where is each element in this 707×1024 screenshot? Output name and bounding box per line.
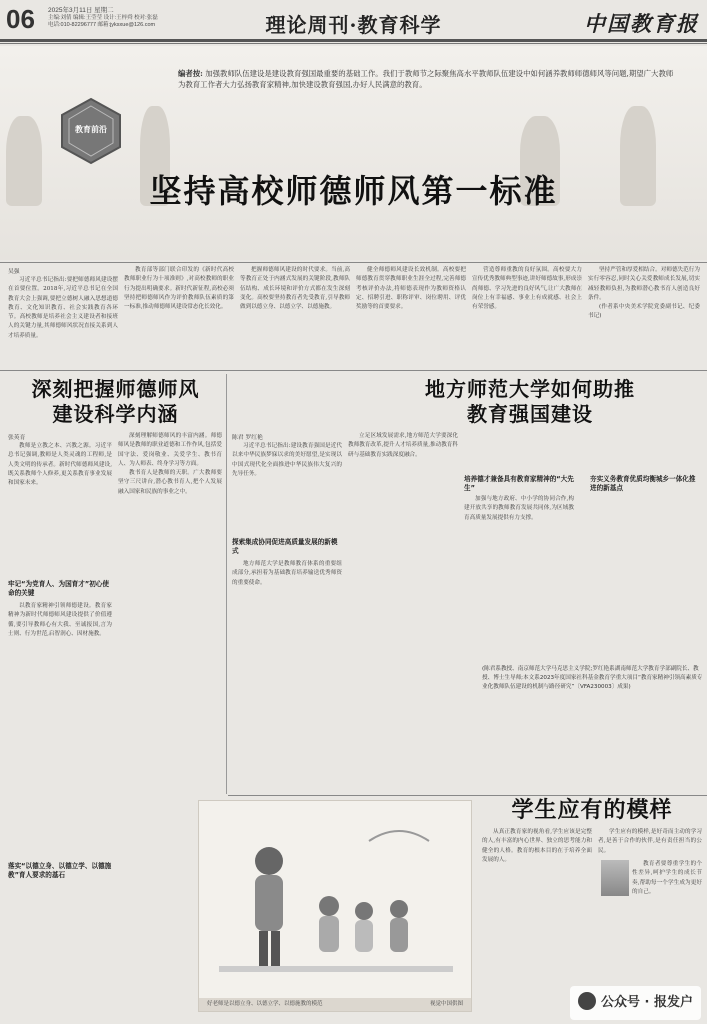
article1-column bbox=[472, 266, 582, 366]
paragraph: 把握师德师风建设的时代要求。当前,高等教育正处于内涵式发展的关键阶段,教师队伍结构、成长环境和评价方式都在发生深刻变化。高校要坚持教育者先受教育,引导教师做到以德立身、以德立学、以德施教。 bbox=[240, 267, 350, 311]
article2-subheading: 牢记“为党育人、为国育才”初心使命的关键 bbox=[8, 580, 109, 597]
article2-column bbox=[8, 442, 112, 577]
article3-column bbox=[232, 442, 342, 534]
author-bio: (陈君系教授、南京师范大学马克思主义学院;罗红艳系湖南师范大学教育学部副院长、教授、博士生导师;本文系2023年度国家社科基金教育学重大项目“教育家精神引领高素质专业化教师队伍建设的机制与路径研究”〔VFA230003〕成果) bbox=[482, 666, 703, 690]
author-photo bbox=[601, 860, 629, 896]
divider bbox=[228, 795, 707, 796]
lead-headline: 坚持高校师德师风第一标准 bbox=[149, 172, 558, 210]
article4-column bbox=[482, 828, 592, 986]
article2-headline-line1: 深刻把握师德师风 bbox=[31, 377, 200, 401]
paragraph: 教书育人是教师的天职。广大教师要坚守三尺讲台,潜心教书育人,把个人发展融入国家和民族的事业之中。 bbox=[118, 470, 222, 495]
article4-headline: 学生应有的模样 bbox=[511, 797, 673, 823]
paragraph: 地方师范大学是教师教育体系的重要组成部分,承担着为基础教育培养输送优秀师资的重要使命。 bbox=[232, 561, 342, 586]
article3-author: 陈君 罗红艳 bbox=[232, 435, 263, 441]
article3-column bbox=[348, 432, 458, 790]
paragraph: 习近平总书记指出:要把师德师风建设摆在首要位置。2018年,习近平总书记在全国教育大会上强调,要把立德树人融入思想道德教育、文化知识教育、社会实践教育各环节。高校教师是培养社会主义建设者和接班人的关键力量,其师德师风状况直接关系到人才培养质量。 bbox=[8, 277, 118, 339]
paragraph: 深刻理解师德师风的丰富内涵。师德师风是教师的职业道德和工作作风,包括爱国守法、爱岗敬业、关爱学生、教书育人、为人师表、终身学习等方面。 bbox=[118, 433, 222, 467]
article3-headline-line1: 地方师范大学如何助推 bbox=[425, 377, 635, 401]
contact-line: 电话:010-82296777 邮箱:jyksxue@126.com bbox=[48, 22, 156, 28]
page-number: 06 bbox=[6, 4, 35, 34]
masthead-rule-thin bbox=[0, 43, 707, 44]
article1-column bbox=[8, 276, 118, 366]
paragraph: 习近平总书记指出:建设教育强国是近代以来中华民族梦寐以求的美好愿望,是实现以中国式现代化全面推进中华民族伟大复兴的先导任务。 bbox=[232, 443, 342, 477]
column-divider bbox=[226, 374, 227, 794]
article2-column bbox=[8, 602, 112, 852]
column-logo-label: 教育前沿 bbox=[75, 125, 107, 134]
paragraph: 以教育家精神引领师德建设。教育家精神为新时代师德师风建设提供了价值遵循,要引导教师心有大我、至诚报国,言为士则、行为世范,启智润心、因材施教。 bbox=[8, 603, 112, 637]
issue-date: 2025年3月11日 星期二 bbox=[48, 7, 114, 14]
article1-column bbox=[588, 266, 700, 366]
article2-author: 张英育 bbox=[8, 435, 26, 441]
article3-column bbox=[464, 495, 574, 660]
paragraph: 营造尊师重教的良好氛围。高校要大力宣传优秀教师典型事迹,讲好师德故事,形成崇尚师德、学习先进的良好风气,让广大教师在岗位上有幸福感、事业上有成就感、社会上有荣誉感。 bbox=[472, 267, 582, 311]
caption-text: 好老师是以德立身、以德立学、以德施教的模范 bbox=[207, 1001, 323, 1007]
article2-subheading: 落实“以德立身、以德立学、以德施教”育人要求的基石 bbox=[8, 862, 112, 879]
article3-subheading: 探索集成协同促进高质量发展的新模式 bbox=[232, 538, 338, 555]
article4-column bbox=[598, 828, 702, 858]
photo-credit: 视觉中国供图 bbox=[429, 1001, 463, 1007]
watermark-text: 公众号 · 报发户 bbox=[601, 995, 693, 1010]
article1-column bbox=[356, 266, 466, 366]
column-logo bbox=[56, 96, 126, 166]
divider bbox=[0, 370, 707, 371]
article4-column bbox=[632, 860, 702, 980]
article3-column bbox=[232, 560, 342, 790]
article1-author: 吴强 bbox=[8, 269, 20, 275]
article2-column bbox=[118, 432, 222, 672]
paragraph: (作者系中央美术学院党委副书记、纪委书记) bbox=[588, 304, 700, 320]
section-title: 理论周刊·教育科学 bbox=[265, 13, 442, 37]
editor-note-text: 加强教师队伍建设是建设教育强国最重要的基础工作。我们于教师节之际聚焦高水平教师队伍建设中如何涵养教师师德师风等问题,期望广大教师为教育工作者大力弘扬教育家精神,加快建设教育强国,办好人民满意的教育。 bbox=[178, 69, 674, 89]
wechat-icon bbox=[578, 992, 596, 1010]
article3-subheading: 夯实义务教育优质均衡城乡一体化推进的新基点 bbox=[590, 475, 696, 492]
article1-column bbox=[124, 266, 234, 366]
editor-note bbox=[178, 68, 678, 90]
paragraph: 健全师德师风建设长效机制。高校要把师德教育贯穿教师职业生涯全过程,完善师德考核评价办法,将师德表现作为教师资格认定、招聘引进、职称评审、岗位聘用、评优奖励等的首要要求。 bbox=[356, 267, 466, 311]
newspaper-logo: 中国教育报 bbox=[584, 11, 699, 36]
article1-column bbox=[240, 266, 350, 366]
editors-line: 主编:刘倩 编辑:王莹莹 设计:王梓舜 校对:张磊 bbox=[48, 14, 158, 21]
masthead bbox=[0, 0, 707, 42]
illustration bbox=[198, 800, 472, 1012]
paragraph: 立足区域发展需求,地方师范大学要深化教师教育改革,提升人才培养质量,推动教育科研与基础教育实践深度融合。 bbox=[348, 433, 458, 458]
article2-headline-line2: 建设科学内涵 bbox=[52, 402, 179, 426]
paragraph: 从真正教育家的视角看,学生应该是完整的人,有丰富的内心世界、独立的思考能力和健全的人格。教育的根本目的在于培养全面发展的人。 bbox=[482, 829, 592, 863]
illustration-caption bbox=[199, 998, 471, 1011]
paragraph: 教育部等部门联合印发的《新时代高校教师职业行为十项准则》,对高校教师的职业行为提出明确要求。新时代新征程,高校必须坚持把师德师风作为评价教师队伍素质的第一标准,推动师德师风建设常态化长效化。 bbox=[124, 267, 234, 311]
article2-headline bbox=[8, 377, 223, 427]
editor-note-label: 编者按: bbox=[178, 69, 203, 78]
paragraph: 坚持严管和厚爱相结合。对师德失范行为实行零容忍,同时关心关爱教师成长发展,切实减轻教师负担,为教师潜心教书育人创造良好条件。 bbox=[588, 267, 700, 301]
article3-headline bbox=[360, 377, 700, 427]
editor-note-banner bbox=[0, 46, 707, 260]
masthead-rule bbox=[0, 39, 707, 42]
paragraph: 教师是立教之本、兴教之源。习近平总书记强调,教师是人类灵魂的工程师,是人类文明的传承者。新时代师德师风建设,既关系教师个人修养,更关系教育事业发展和国家未来。 bbox=[8, 443, 112, 487]
paragraph: 教育者要尊重学生的个性差异,呵护学生的成长节奏,帮助每一个学生成为更好的自己。 bbox=[632, 861, 702, 895]
divider bbox=[0, 262, 707, 263]
article3-subheading: 培养德才兼备具有教育家精神的“大先生” bbox=[464, 475, 574, 492]
wechat-watermark bbox=[570, 986, 701, 1020]
article3-headline-line2: 教育强国建设 bbox=[467, 402, 593, 426]
paragraph: 学生应有的模样,是好奇而主动的学习者,是善于合作的伙伴,是有责任担当的公民。 bbox=[598, 829, 702, 854]
teacher-students-illustration bbox=[199, 801, 472, 1000]
paragraph: 加强与地方政府、中小学的协同合作,构建开放共享的教师教育发展共同体,为区域教育高质量发展提供有力支撑。 bbox=[464, 496, 574, 521]
